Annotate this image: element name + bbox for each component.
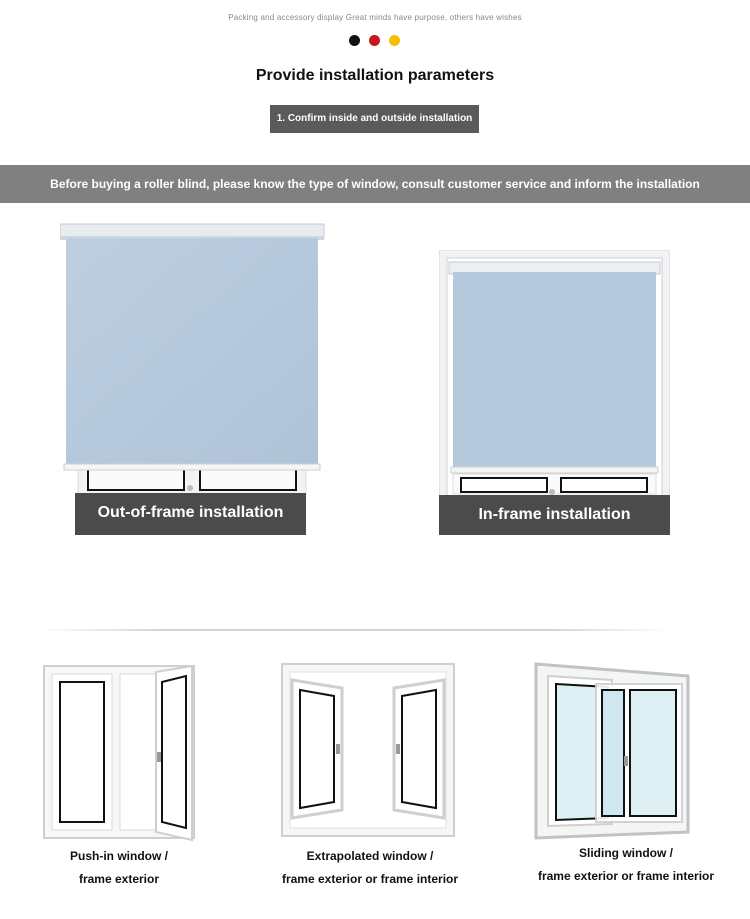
extrapolated-window-subtitle: frame exterior or frame interior — [281, 872, 459, 886]
sliding-window-image — [532, 660, 692, 840]
in-frame-label: In-frame installation — [478, 506, 631, 523]
black-dot — [349, 35, 360, 46]
out-of-frame-label: Out-of-frame installation — [97, 504, 284, 521]
extrapolated-window-image — [280, 662, 456, 840]
out-of-frame-caption — [75, 493, 306, 535]
sliding-window-subtitle: frame exterior or frame interior — [537, 869, 715, 883]
extrapolated-window-title: Extrapolated window / — [306, 849, 434, 863]
push-in-window-image — [42, 664, 198, 842]
yellow-dot — [389, 35, 400, 46]
push-in-window-title: Push-in window / — [70, 849, 168, 863]
section-divider — [40, 629, 670, 631]
step-label: 1. Confirm inside and outside installation — [270, 105, 479, 133]
push-in-window-caption — [35, 845, 203, 891]
red-dot — [369, 35, 380, 46]
tagline: Packing and accessory display Great minds have purpose, others have wishes — [228, 13, 522, 22]
sliding-window-caption — [526, 842, 726, 888]
out-of-frame-blind-image — [60, 222, 326, 498]
info-banner: Before buying a roller blind, please know the type of window, consult customer service and inform the installation — [0, 165, 750, 203]
sliding-window-title: Sliding window / — [579, 846, 673, 860]
in-frame-blind-image — [439, 250, 670, 500]
in-frame-caption — [439, 495, 670, 535]
push-in-window-subtitle: frame exterior — [78, 872, 160, 886]
page-title: Provide installation parameters — [255, 67, 495, 84]
extrapolated-window-caption — [270, 845, 470, 891]
